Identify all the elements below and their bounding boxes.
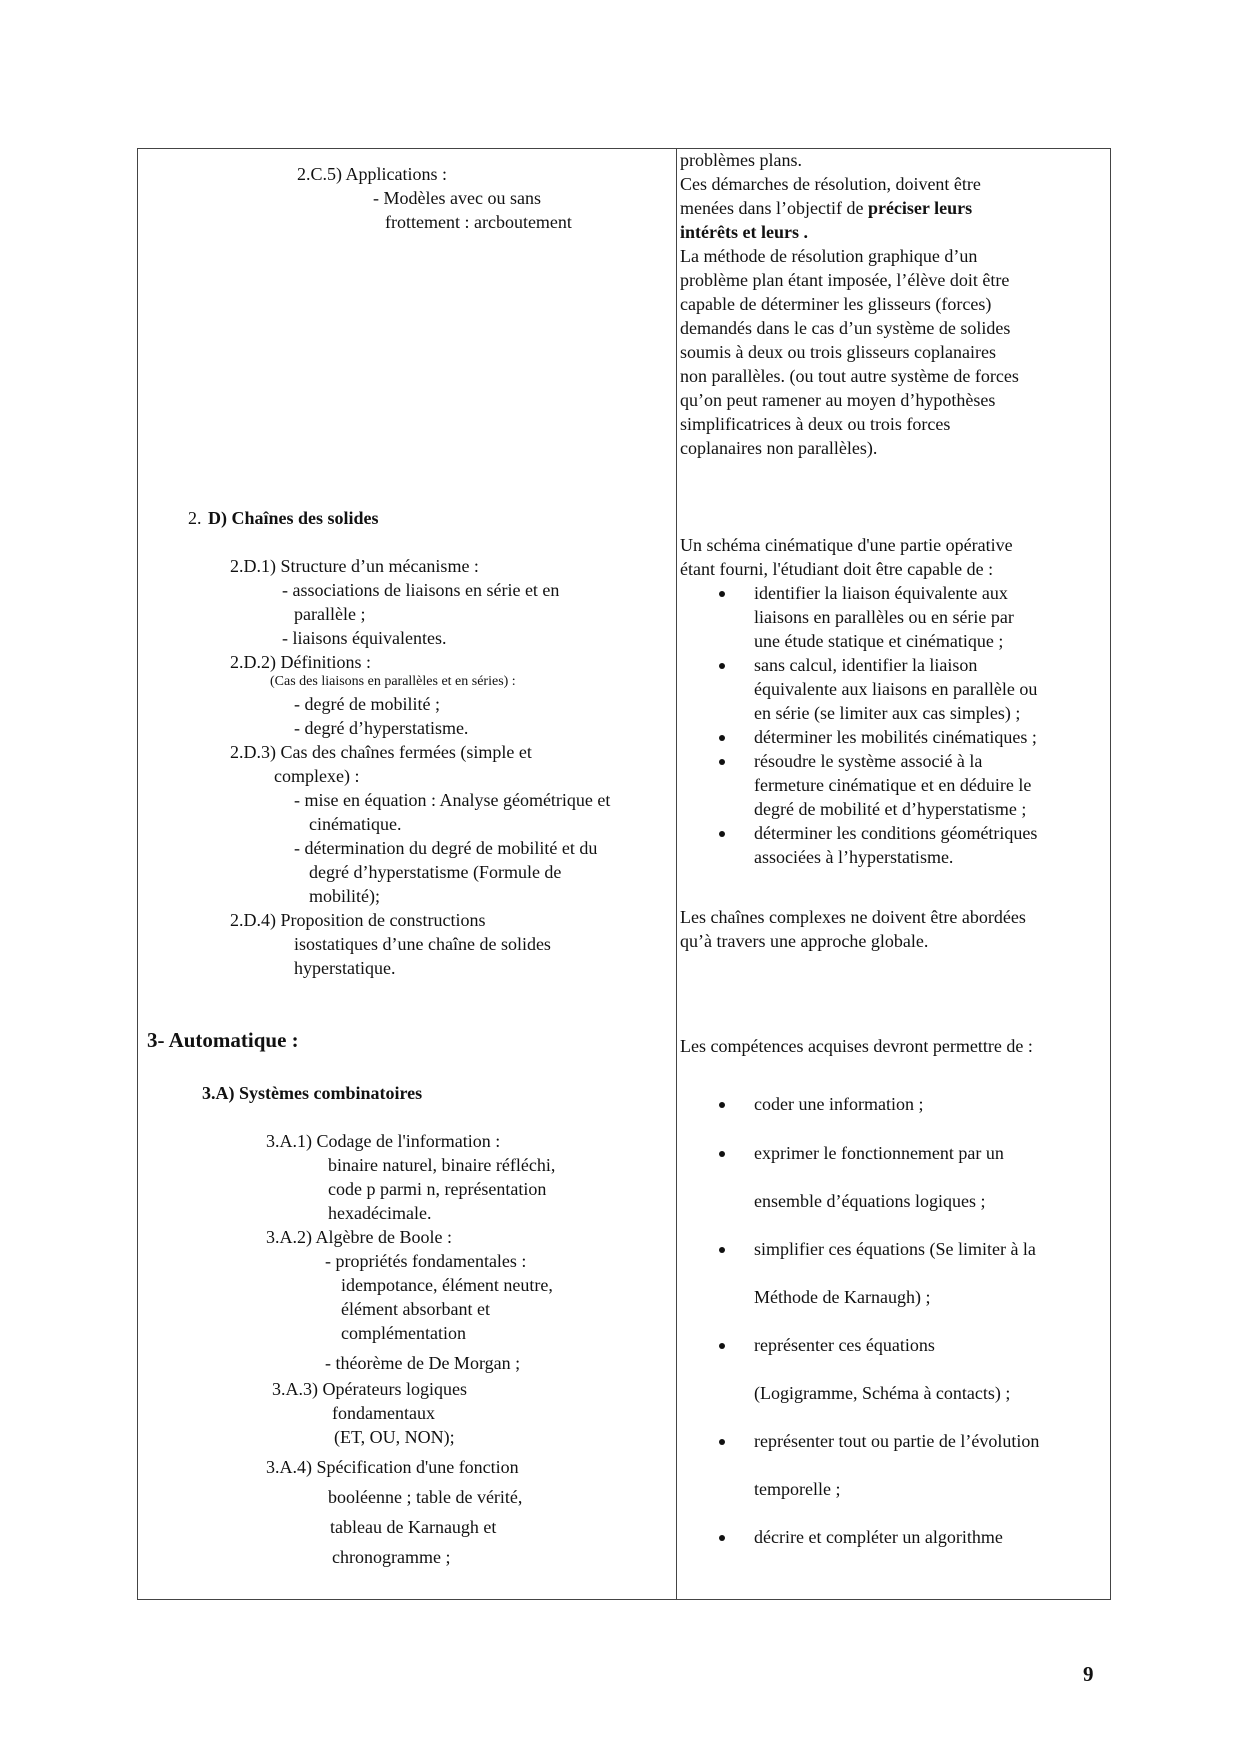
d2-item: - degré de mobilité ; bbox=[294, 694, 440, 714]
d3-title-cont: complexe) : bbox=[274, 766, 360, 786]
bullet-text: sans calcul, identifier la liaison bbox=[754, 655, 978, 675]
right-text: étant fourni, l'étudiant doit être capable de : bbox=[680, 559, 994, 579]
a1-line: code p parmi n, représentation bbox=[328, 1179, 547, 1199]
applications-item: - Modèles avec ou sans bbox=[373, 188, 541, 208]
bullet-icon bbox=[719, 663, 725, 669]
bullet-text: degré de mobilité et d’hyperstatisme ; bbox=[754, 799, 1027, 819]
right-text: demandés dans le cas d’un système de solides bbox=[680, 318, 1011, 338]
d3-item-cont: cinématique. bbox=[309, 814, 402, 834]
right-text: capable de déterminer les glisseurs (forces) bbox=[680, 294, 992, 314]
d4-line: isostatiques d’une chaîne de solides bbox=[294, 934, 551, 954]
bullet-text: une étude statique et cinématique ; bbox=[754, 631, 1004, 651]
a4-title: 3.A.4) Spécification d'une fonction bbox=[266, 1457, 519, 1477]
a4-line: booléenne ; table de vérité, bbox=[328, 1487, 523, 1507]
page-number: 9 bbox=[1083, 1662, 1094, 1686]
bullet-icon bbox=[719, 1102, 725, 1108]
d4-title: 2.D.4) Proposition de constructions bbox=[230, 910, 486, 930]
column-divider bbox=[676, 149, 677, 1599]
bullet-text: liaisons en parallèles ou en série par bbox=[754, 607, 1014, 627]
bullet-text: en série (se limiter aux cas simples) ; bbox=[754, 703, 1021, 723]
bullet-icon bbox=[719, 735, 725, 741]
competence-item-cont: temporelle ; bbox=[754, 1479, 841, 1499]
competence-item: simplifier ces équations (Se limiter à la bbox=[754, 1239, 1036, 1259]
bullet-icon bbox=[719, 1535, 725, 1541]
applications-heading: 2.C.5) Applications : bbox=[297, 164, 447, 184]
a2-item: - propriétés fondamentales : bbox=[325, 1251, 527, 1271]
bullet-text: équivalente aux liaisons en parallèle ou bbox=[754, 679, 1038, 699]
a3-line: (ET, OU, NON); bbox=[334, 1427, 455, 1447]
d1-item-cont: parallèle ; bbox=[294, 604, 366, 624]
d3-item-cont: mobilité); bbox=[309, 886, 380, 906]
competence-item: coder une information ; bbox=[754, 1094, 924, 1114]
combinatorial-title: 3.A) Systèmes combinatoires bbox=[202, 1083, 423, 1103]
d4-line: hyperstatique. bbox=[294, 958, 396, 978]
bullet-text: déterminer les mobilités cinématiques ; bbox=[754, 727, 1037, 747]
a3-line: fondamentaux bbox=[332, 1403, 435, 1423]
bullet-icon bbox=[719, 1247, 725, 1253]
bullet-text: identifier la liaison équivalente aux bbox=[754, 583, 1008, 603]
bullet-icon bbox=[719, 831, 725, 837]
applications-item-cont: frottement : arcboutement bbox=[385, 212, 572, 232]
right-text: Les chaînes complexes ne doivent être abordées bbox=[680, 907, 1026, 927]
right-text: Les compétences acquises devront permettre de : bbox=[680, 1036, 1033, 1056]
bullet-icon bbox=[719, 1439, 725, 1445]
right-text: La méthode de résolution graphique d’un bbox=[680, 246, 978, 266]
competence-item: exprimer le fonctionnement par un bbox=[754, 1143, 1004, 1163]
d2-item: - degré d’hyperstatisme. bbox=[294, 718, 469, 738]
a3-title: 3.A.3) Opérateurs logiques bbox=[272, 1379, 467, 1399]
right-text bbox=[680, 196, 972, 220]
competence-item-cont: ensemble d’équations logiques ; bbox=[754, 1191, 986, 1211]
a4-line: tableau de Karnaugh et bbox=[330, 1517, 497, 1537]
right-text-part: menées dans l’objectif de bbox=[680, 198, 868, 218]
d2-note: (Cas des liaisons en parallèles et en séries) : bbox=[270, 674, 516, 689]
bullet-text: associées à l’hyperstatisme. bbox=[754, 847, 954, 867]
a1-line: binaire naturel, binaire réfléchi, bbox=[328, 1155, 556, 1175]
right-text: non parallèles. (ou tout autre système de forces bbox=[680, 366, 1019, 386]
bullet-text: déterminer les conditions géométriques bbox=[754, 823, 1038, 843]
a1-line: hexadécimale. bbox=[328, 1203, 432, 1223]
d1-title: 2.D.1) Structure d’un mécanisme : bbox=[230, 556, 479, 576]
a2-title: 3.A.2) Algèbre de Boole : bbox=[266, 1227, 452, 1247]
emphasis-text: intérêts et leurs . bbox=[680, 222, 808, 242]
competence-item: décrire et compléter un algorithme bbox=[754, 1527, 1003, 1547]
chains-number: 2. bbox=[188, 508, 202, 528]
a2-item: - théorème de De Morgan ; bbox=[325, 1353, 521, 1373]
right-text: Ces démarches de résolution, doivent être bbox=[680, 174, 981, 194]
a4-line: chronogramme ; bbox=[332, 1547, 451, 1567]
a2-item-cont: élément absorbant et bbox=[341, 1299, 490, 1319]
competence-item-cont: (Logigramme, Schéma à contacts) ; bbox=[754, 1383, 1011, 1403]
bullet-icon bbox=[719, 1151, 725, 1157]
bullet-text: fermeture cinématique et en déduire le bbox=[754, 775, 1032, 795]
d3-item: - détermination du degré de mobilité et du bbox=[294, 838, 598, 858]
d3-title: 2.D.3) Cas des chaînes fermées (simple et bbox=[230, 742, 532, 762]
bullet-icon bbox=[719, 759, 725, 765]
right-text: coplanaires non parallèles). bbox=[680, 438, 878, 458]
emphasis-text: préciser leurs bbox=[867, 198, 973, 218]
a2-item-cont: idempotance, élément neutre, bbox=[341, 1275, 553, 1295]
right-text: qu’à travers une approche globale. bbox=[680, 931, 929, 951]
d2-title: 2.D.2) Définitions : bbox=[230, 652, 371, 672]
right-text: simplificatrices à deux ou trois forces bbox=[680, 414, 951, 434]
d1-item: - liaisons équivalentes. bbox=[282, 628, 447, 648]
competence-item: représenter ces équations bbox=[754, 1335, 935, 1355]
right-text: soumis à deux ou trois glisseurs coplanaires bbox=[680, 342, 996, 362]
right-text: problèmes plans. bbox=[680, 150, 802, 170]
right-text: problème plan étant imposée, l’élève doit être bbox=[680, 270, 1010, 290]
automatique-title: 3- Automatique : bbox=[147, 1028, 299, 1052]
bullet-text: résoudre le système associé à la bbox=[754, 751, 983, 771]
competence-item: représenter tout ou partie de l’évolution bbox=[754, 1431, 1040, 1451]
d3-item-cont: degré d’hyperstatisme (Formule de bbox=[309, 862, 562, 882]
bullet-icon bbox=[719, 591, 725, 597]
d3-item: - mise en équation : Analyse géométrique et bbox=[294, 790, 611, 810]
right-text: Un schéma cinématique d'une partie opérative bbox=[680, 535, 1013, 555]
chains-title: D) Chaînes des solides bbox=[208, 508, 379, 528]
bullet-icon bbox=[719, 1343, 725, 1349]
a2-item-cont: complémentation bbox=[341, 1323, 466, 1343]
a1-title: 3.A.1) Codage de l'information : bbox=[266, 1131, 501, 1151]
d1-item: - associations de liaisons en série et en bbox=[282, 580, 560, 600]
right-text: qu’on peut ramener au moyen d’hypothèses bbox=[680, 390, 996, 410]
competence-item-cont: Méthode de Karnaugh) ; bbox=[754, 1287, 931, 1307]
